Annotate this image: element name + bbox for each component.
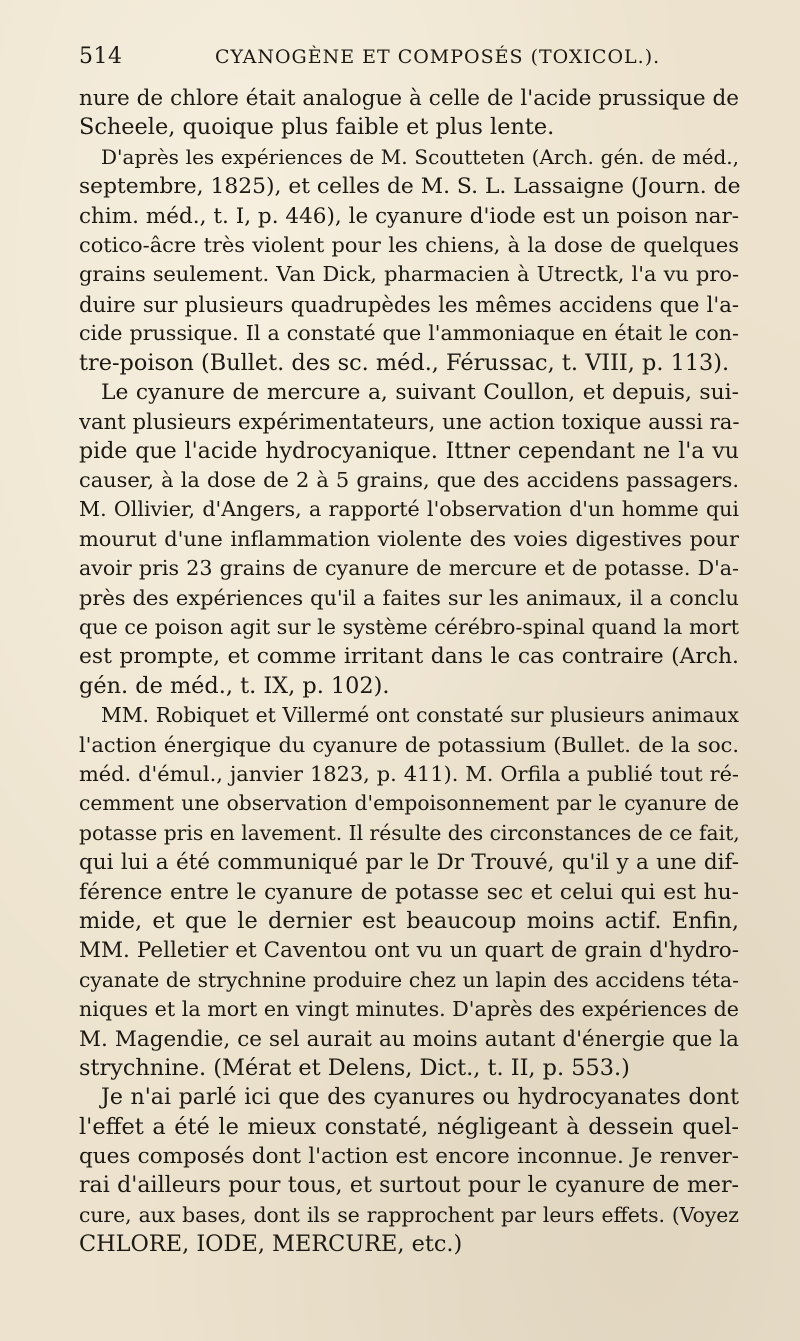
text-line: mide, et que le dernier est beaucoup moins actif. Enfin, xyxy=(79,907,739,934)
text-line: cemment une observation d'empoisonnement par le cyanure de xyxy=(79,791,739,816)
text-line: M. Ollivier, d'Angers, a rapporté l'observation d'un homme qui xyxy=(79,497,739,522)
text-line: causer, à la dose de 2 à 5 grains, que des accidens passagers. xyxy=(79,468,739,493)
text-line: Le cyanure de mercure a, suivant Coullon, et depuis, sui- xyxy=(101,379,739,405)
page-number: 514 xyxy=(79,44,123,69)
text-line: cyanate de strychnine produire chez un lapin des accidens téta- xyxy=(79,967,739,992)
text-line: tre-poison (Bullet. des sc. méd., Férussac, t. VIII, p. 113). xyxy=(79,349,730,376)
text-line: avoir pris 23 grains de cyanure de mercure et de potasse. D'a- xyxy=(79,556,739,581)
body-text xyxy=(79,84,739,1260)
text-line: niques et la mort en vingt minutes. D'après des expériences de xyxy=(79,997,739,1022)
text-line: D'après les expériences de M. Scoutteten (Arch. gén. de méd., xyxy=(101,144,739,169)
text-line: nure de chlore était analogue à celle de l'acide prussique de xyxy=(79,86,739,111)
text-line: est prompte, et comme irritant dans le cas contraire (Arch. xyxy=(79,644,739,670)
text-line: M. Magendie, ce sel aurait au moins autant d'énergie que la xyxy=(79,1026,739,1052)
text-line: chim. méd., t. I, p. 446), le cyanure d'iode est un poison nar- xyxy=(79,203,739,229)
text-line: méd. d'émul., janvier 1823, p. 411). M. Orfila a publié tout ré- xyxy=(79,761,739,786)
text-line: MM. Robiquet et Villermé ont constaté sur plusieurs animaux xyxy=(101,703,739,728)
text-line: mourut d'une inflammation violente des voies digestives pour xyxy=(79,526,739,551)
running-header xyxy=(79,44,739,84)
text-line: l'action énergique du cyanure de potassium (Bullet. de la soc. xyxy=(79,732,739,757)
text-line: que ce poison agit sur le système cérébro-spinal quand la mort xyxy=(79,615,739,640)
text-line: septembre, 1825), et celles de M. S. L. Lassaigne (Journ. de xyxy=(79,174,741,200)
text-line: rai d'ailleurs pour tous, et surtout pour le cyanure de mer- xyxy=(79,1172,739,1199)
text-line: près des expériences qu'il a faites sur les animaux, il a conclu xyxy=(79,585,739,610)
text-line: grains seulement. Van Dick, pharmacien à Utrectk, l'a vu pro- xyxy=(79,262,739,287)
text-line: vant plusieurs expérimentateurs, une action toxique aussi ra- xyxy=(79,409,740,435)
text-line: l'effet a été le mieux constaté, négligeant à dessein quel- xyxy=(79,1113,739,1140)
text-line: férence entre le cyanure de potasse sec et celui qui est hu- xyxy=(79,879,739,905)
text-line: CHLORE, IODE, MERCURE, etc.) xyxy=(79,1231,463,1258)
text-line: Scheele, quoique plus faible et plus lente. xyxy=(79,114,555,141)
running-title: CYANOGÈNE ET COMPOSÉS (TOXICOL.). xyxy=(215,46,661,68)
text-line: pide que l'acide hydrocyanique. Ittner cependant ne l'a vu xyxy=(79,437,739,464)
text-line: gén. de méd., t. IX, p. 102). xyxy=(79,672,390,699)
text-line: qui lui a été communiqué par le Dr Trouvé, qu'il y a une dif- xyxy=(79,850,739,876)
text-line: potasse pris en lavement. Il résulte des circonstances de ce fait, xyxy=(79,820,740,845)
text-line: cide prussique. Il a constaté que l'ammoniaque en était le con- xyxy=(79,321,739,346)
text-line: strychnine. (Mérat et Delens, Dict., t. II, p. 553.) xyxy=(79,1054,630,1081)
text-line: ques composés dont l'action est encore inconnue. Je renver- xyxy=(79,1144,739,1170)
text-line: duire sur plusieurs quadrupèdes les mêmes accidens que l'a- xyxy=(79,291,739,317)
text-line: MM. Pelletier et Caventou ont vu un quart de grain d'hydro- xyxy=(79,938,739,964)
text-line: cure, aux bases, dont ils se rapprochent par leurs effets. (Voyez xyxy=(79,1202,739,1227)
text-line: cotico-âcre très violent pour les chiens, à la dose de quelques xyxy=(79,232,739,257)
text-line: Je n'ai parlé ici que des cyanures ou hydrocyanates dont xyxy=(101,1084,739,1111)
